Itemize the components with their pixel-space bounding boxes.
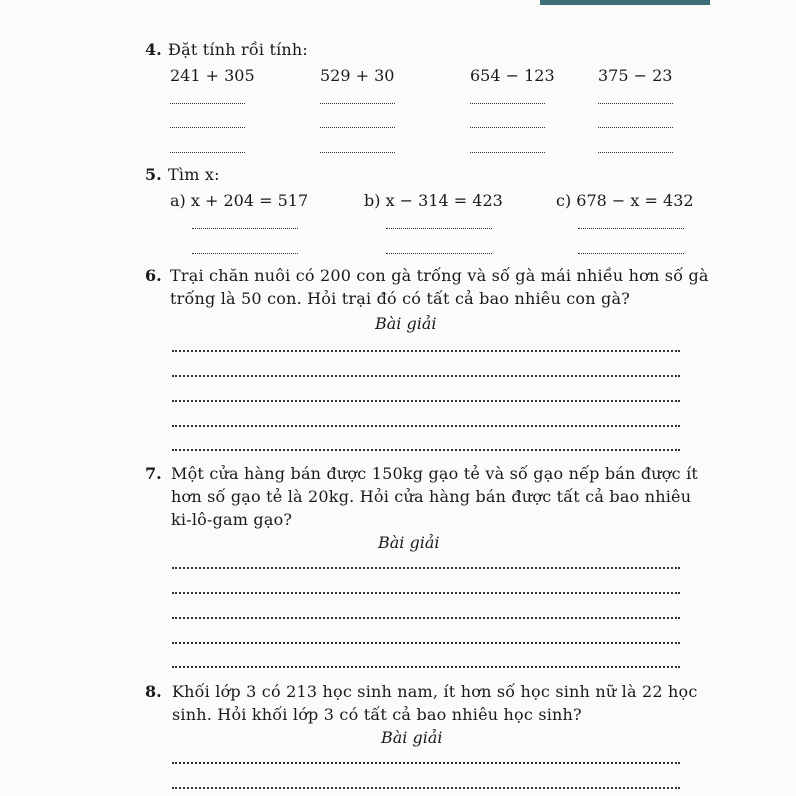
problem-4-expression-4: 375 − 23 (598, 66, 673, 85)
solution-line[interactable] (172, 375, 680, 377)
solution-line[interactable] (172, 350, 680, 352)
solution-line[interactable] (172, 425, 680, 427)
problem-6-number: 6. (145, 266, 162, 285)
solution-line[interactable] (172, 666, 680, 668)
answer-line[interactable] (598, 103, 673, 104)
problem-8-text-line-2: sinh. Hỏi khối lớp 3 có tất cả bao nhiêu học sinh? (172, 705, 582, 724)
answer-line[interactable] (598, 127, 673, 128)
problem-4-expression-1: 241 + 305 (170, 66, 255, 85)
problem-4-expression-2: 529 + 30 (320, 66, 395, 85)
problem-4-number: 4. (145, 40, 162, 59)
answer-line[interactable] (320, 103, 395, 104)
answer-line[interactable] (192, 253, 298, 254)
problem-5-number: 5. (145, 165, 162, 184)
problem-4-instruction: Đặt tính rồi tính: (168, 40, 308, 59)
answer-line[interactable] (170, 103, 245, 104)
solution-line[interactable] (172, 400, 680, 402)
answer-line[interactable] (470, 127, 545, 128)
problem-8-text-line-1: Khối lớp 3 có 213 học sinh nam, ít hơn số học sinh nữ là 22 học (172, 682, 698, 701)
answer-line[interactable] (192, 228, 298, 229)
solution-line[interactable] (172, 617, 680, 619)
problem-6-text-line-2: trống là 50 con. Hỏi trại đó có tất cả bao nhiêu con gà? (170, 289, 630, 308)
answer-line[interactable] (578, 228, 684, 229)
problem-7-text-line-2: hơn số gạo tẻ là 20kg. Hỏi cửa hàng bán được tất cả bao nhiêu (171, 487, 692, 506)
answer-line[interactable] (598, 152, 673, 153)
answer-line[interactable] (386, 253, 492, 254)
answer-line[interactable] (170, 152, 245, 153)
answer-line[interactable] (470, 152, 545, 153)
problem-4-expression-3: 654 − 123 (470, 66, 555, 85)
answer-line[interactable] (470, 103, 545, 104)
problem-5-item-a: a) x + 204 = 517 (170, 191, 309, 210)
problem-8-number: 8. (145, 682, 162, 701)
problem-7-text-line-1: Một cửa hàng bán được 150kg gạo tẻ và số gạo nếp bán được ít (171, 464, 699, 483)
problem-5-instruction: Tìm x: (168, 165, 220, 184)
solution-line[interactable] (172, 642, 680, 644)
problem-5-item-b: b) x − 314 = 423 (364, 191, 503, 210)
problem-7-solution-label: Bài giải (378, 533, 440, 552)
solution-line[interactable] (172, 567, 680, 569)
answer-line[interactable] (320, 127, 395, 128)
problem-8-solution-label: Bài giải (381, 728, 443, 747)
problem-7-number: 7. (145, 464, 162, 483)
problem-5-item-c: c) 678 − x = 432 (556, 191, 694, 210)
solution-line[interactable] (172, 592, 680, 594)
solution-line[interactable] (172, 787, 680, 789)
answer-line[interactable] (320, 152, 395, 153)
problem-6-text-line-1: Trại chăn nuôi có 200 con gà trống và số gà mái nhiều hơn số gà (170, 266, 709, 285)
solution-line[interactable] (172, 449, 680, 451)
problem-6-solution-label: Bài giải (375, 314, 437, 333)
problem-7-text-line-3: ki-lô-gam gạo? (171, 510, 293, 529)
solution-line[interactable] (172, 762, 680, 764)
answer-line[interactable] (386, 228, 492, 229)
answer-line[interactable] (578, 253, 684, 254)
answer-line[interactable] (170, 127, 245, 128)
